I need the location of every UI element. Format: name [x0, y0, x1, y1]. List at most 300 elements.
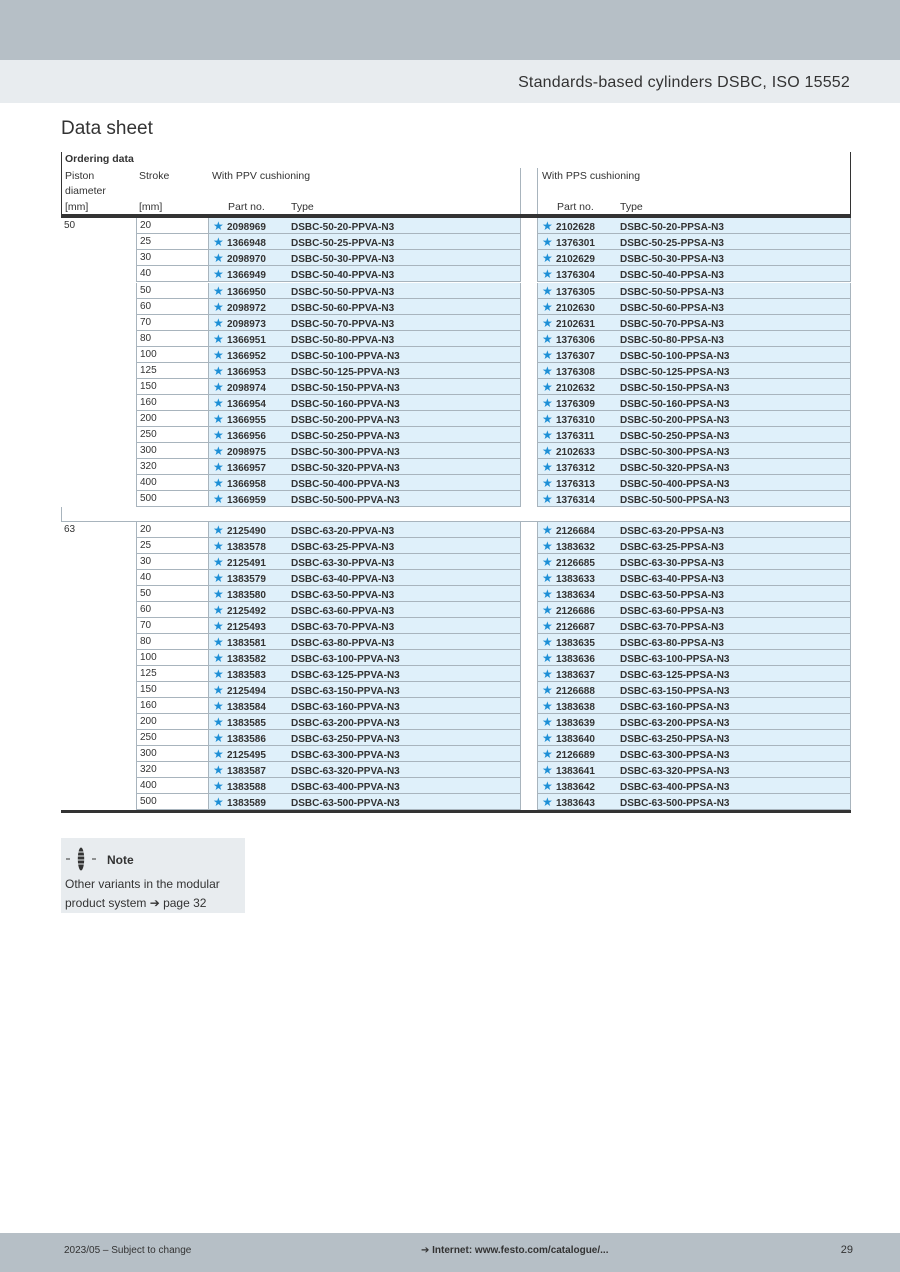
pps-type: DSBC-50-300-PPSA-N3	[620, 446, 730, 458]
ppv-type: DSBC-63-400-PPVA-N3	[291, 781, 400, 793]
table-row	[61, 522, 851, 538]
star-icon: ★	[213, 682, 224, 697]
stroke-cell: 70	[136, 315, 208, 331]
ppv-cell	[208, 794, 520, 810]
pps-type: DSBC-63-200-PPSA-N3	[620, 717, 730, 729]
star-icon: ★	[213, 347, 224, 362]
note-text	[65, 875, 220, 913]
table-row	[61, 363, 851, 379]
table-row	[61, 586, 851, 602]
pps-part-number: 1383636	[556, 653, 595, 665]
piston-diameter-cell	[61, 443, 136, 459]
stroke-cell: 125	[136, 363, 208, 379]
pps-part-number: 2102631	[556, 318, 595, 330]
header-ppv-group: With PPV cushioning	[212, 170, 311, 182]
star-icon: ★	[542, 586, 553, 601]
column-gap	[520, 794, 537, 810]
piston-diameter-cell	[61, 395, 136, 411]
section-title: Data sheet	[61, 118, 153, 139]
stroke-cell: 500	[136, 794, 208, 810]
ppv-part-number: 1383579	[227, 573, 266, 585]
pps-type: DSBC-50-20-PPSA-N3	[620, 221, 724, 233]
column-gap	[520, 778, 537, 794]
table-row	[61, 234, 851, 250]
piston-diameter-cell	[61, 250, 136, 266]
page-number: 29	[840, 1244, 853, 1256]
ppv-part-number: 1383581	[227, 637, 266, 649]
table-row	[61, 379, 851, 395]
piston-diameter-cell	[61, 570, 136, 586]
star-icon: ★	[213, 538, 224, 553]
star-icon: ★	[542, 522, 553, 537]
star-icon: ★	[542, 475, 553, 490]
piston-diameter-cell	[61, 746, 136, 762]
header-ppv-partno: Part no.	[228, 201, 265, 213]
star-icon: ★	[213, 554, 224, 569]
pps-cell	[537, 666, 851, 682]
header-stroke: Stroke	[139, 170, 170, 182]
ppv-type: DSBC-63-200-PPVA-N3	[291, 717, 400, 729]
pps-type: DSBC-50-250-PPSA-N3	[620, 430, 730, 442]
star-icon: ★	[213, 570, 224, 585]
ppv-cell	[208, 650, 520, 666]
pps-cell	[537, 570, 851, 586]
ppv-cell	[208, 634, 520, 650]
pps-part-number: 1376306	[556, 334, 595, 346]
star-icon: ★	[213, 299, 224, 314]
table-row	[61, 570, 851, 586]
ppv-part-number: 1383589	[227, 797, 266, 809]
pps-cell	[537, 730, 851, 746]
pps-type: DSBC-50-70-PPSA-N3	[620, 318, 724, 330]
pps-part-number: 1383632	[556, 541, 595, 553]
stroke-cell: 50	[136, 283, 208, 299]
star-icon: ★	[213, 331, 224, 346]
star-icon: ★	[213, 459, 224, 474]
pps-cell	[537, 491, 851, 507]
column-gap	[520, 218, 537, 234]
ppv-cell	[208, 618, 520, 634]
stroke-cell: 250	[136, 427, 208, 443]
pps-part-number: 1383642	[556, 781, 595, 793]
table-row	[61, 491, 851, 507]
stroke-cell: 20	[136, 522, 208, 538]
star-icon: ★	[213, 411, 224, 426]
stroke-cell: 30	[136, 554, 208, 570]
ppv-cell	[208, 266, 520, 282]
pps-type: DSBC-63-160-PPSA-N3	[620, 701, 730, 713]
pps-part-number: 1376312	[556, 462, 595, 474]
header-diameter: diameter	[65, 185, 106, 197]
table-row	[61, 395, 851, 411]
pps-cell	[537, 331, 851, 347]
pps-cell	[537, 682, 851, 698]
ppv-type: DSBC-50-250-PPVA-N3	[291, 430, 400, 442]
pps-part-number: 2102628	[556, 221, 595, 233]
pps-type: DSBC-63-400-PPSA-N3	[620, 781, 730, 793]
column-gap	[520, 698, 537, 714]
ppv-type: DSBC-63-30-PPVA-N3	[291, 557, 395, 569]
pps-cell	[537, 475, 851, 491]
top-band	[0, 0, 900, 60]
table-row	[61, 283, 851, 299]
star-icon: ★	[542, 746, 553, 761]
stroke-cell: 80	[136, 331, 208, 347]
ppv-part-number: 1366955	[227, 414, 266, 426]
ppv-type: DSBC-50-400-PPVA-N3	[291, 478, 400, 490]
pps-cell	[537, 618, 851, 634]
ppv-type: DSBC-50-70-PPVA-N3	[291, 318, 395, 330]
table-row	[61, 778, 851, 794]
table-row	[61, 475, 851, 491]
star-icon: ★	[213, 714, 224, 729]
header-ppv-type: Type	[291, 201, 314, 213]
pps-type: DSBC-63-40-PPSA-N3	[620, 573, 724, 585]
pps-type: DSBC-63-25-PPSA-N3	[620, 541, 724, 553]
pps-part-number: 1383640	[556, 733, 595, 745]
star-icon: ★	[213, 234, 224, 249]
pps-cell	[537, 762, 851, 778]
star-icon: ★	[542, 379, 553, 394]
stroke-cell: 100	[136, 347, 208, 363]
piston-diameter-cell	[61, 363, 136, 379]
star-icon: ★	[542, 714, 553, 729]
stroke-cell: 25	[136, 234, 208, 250]
pps-part-number: 1376305	[556, 286, 595, 298]
ppv-cell	[208, 698, 520, 714]
ppv-part-number: 1383586	[227, 733, 266, 745]
ppv-cell	[208, 299, 520, 315]
star-icon: ★	[542, 234, 553, 249]
header-piston-unit: [mm]	[65, 201, 89, 213]
pps-type: DSBC-50-150-PPSA-N3	[620, 382, 730, 394]
pps-cell	[537, 443, 851, 459]
star-icon: ★	[213, 762, 224, 777]
ppv-cell	[208, 475, 520, 491]
stroke-cell: 300	[136, 746, 208, 762]
stroke-cell: 160	[136, 698, 208, 714]
column-gap	[520, 443, 537, 459]
pps-part-number: 1383641	[556, 765, 595, 777]
ppv-part-number: 2098972	[227, 302, 266, 314]
column-gap	[520, 602, 537, 618]
pps-type: DSBC-50-40-PPSA-N3	[620, 269, 724, 281]
pps-cell	[537, 411, 851, 427]
ppv-type: DSBC-50-200-PPVA-N3	[291, 414, 400, 426]
pps-part-number: 1376313	[556, 478, 595, 490]
pps-part-number: 2126688	[556, 685, 595, 697]
ppv-type: DSBC-50-150-PPVA-N3	[291, 382, 400, 394]
pps-part-number: 1376304	[556, 269, 595, 281]
pps-type: DSBC-50-320-PPSA-N3	[620, 462, 730, 474]
piston-diameter-cell	[61, 586, 136, 602]
piston-diameter-cell	[61, 618, 136, 634]
ppv-part-number: 2098969	[227, 221, 266, 233]
pps-cell	[537, 395, 851, 411]
column-gap	[520, 682, 537, 698]
pps-cell	[537, 778, 851, 794]
ppv-part-number: 1366957	[227, 462, 266, 474]
star-icon: ★	[213, 266, 224, 281]
pps-type: DSBC-50-125-PPSA-N3	[620, 366, 730, 378]
column-gap	[520, 666, 537, 682]
column-gap	[520, 299, 537, 315]
ppv-cell	[208, 315, 520, 331]
table-row	[61, 266, 851, 282]
piston-diameter-cell: 50	[64, 219, 76, 231]
column-gap	[520, 411, 537, 427]
star-icon: ★	[542, 363, 553, 378]
star-icon: ★	[542, 666, 553, 681]
ppv-cell	[208, 762, 520, 778]
table-row	[61, 218, 851, 234]
pps-type: DSBC-50-25-PPSA-N3	[620, 237, 724, 249]
ppv-type: DSBC-50-30-PPVA-N3	[291, 253, 395, 265]
stroke-cell: 150	[136, 379, 208, 395]
note-heading: Note	[107, 853, 134, 867]
stroke-cell: 20	[136, 218, 208, 234]
stroke-cell: 500	[136, 491, 208, 507]
piston-diameter-cell	[61, 602, 136, 618]
stroke-cell: 30	[136, 250, 208, 266]
pps-cell	[537, 602, 851, 618]
star-icon: ★	[542, 395, 553, 410]
table-row	[61, 459, 851, 475]
table-bottom-rule	[61, 810, 851, 813]
star-icon: ★	[542, 698, 553, 713]
ppv-part-number: 1383583	[227, 669, 266, 681]
pps-cell	[537, 347, 851, 363]
ppv-type: DSBC-63-300-PPVA-N3	[291, 749, 400, 761]
ppv-type: DSBC-63-100-PPVA-N3	[291, 653, 400, 665]
star-icon: ★	[213, 218, 224, 233]
ppv-cell	[208, 363, 520, 379]
pps-part-number: 2126686	[556, 605, 595, 617]
column-gap	[520, 363, 537, 379]
piston-diameter-cell	[61, 714, 136, 730]
column-gap	[520, 570, 537, 586]
ppv-cell	[208, 714, 520, 730]
table-row	[61, 650, 851, 666]
pps-cell	[537, 234, 851, 250]
star-icon: ★	[542, 538, 553, 553]
ppv-part-number: 1383578	[227, 541, 266, 553]
table-caption: Ordering data	[65, 153, 134, 165]
ppv-type: DSBC-63-80-PPVA-N3	[291, 637, 395, 649]
ppv-part-number: 1366948	[227, 237, 266, 249]
pps-type: DSBC-63-80-PPSA-N3	[620, 637, 724, 649]
piston-diameter-cell	[61, 459, 136, 475]
star-icon: ★	[542, 266, 553, 281]
ppv-type: DSBC-63-250-PPVA-N3	[291, 733, 400, 745]
ppv-part-number: 1366952	[227, 350, 266, 362]
pps-cell	[537, 554, 851, 570]
table-row	[61, 554, 851, 570]
table-header	[61, 152, 851, 214]
pps-part-number: 1376308	[556, 366, 595, 378]
star-icon: ★	[542, 331, 553, 346]
star-icon: ★	[542, 682, 553, 697]
header-piston: Piston	[65, 170, 95, 182]
ppv-cell	[208, 379, 520, 395]
stroke-cell: 60	[136, 299, 208, 315]
ppv-type: DSBC-50-60-PPVA-N3	[291, 302, 395, 314]
pps-cell	[537, 650, 851, 666]
pps-type: DSBC-50-500-PPSA-N3	[620, 494, 730, 506]
piston-diameter-cell	[61, 666, 136, 682]
pps-cell	[537, 363, 851, 379]
ppv-part-number: 1366949	[227, 269, 266, 281]
column-gap	[520, 395, 537, 411]
stroke-cell: 300	[136, 443, 208, 459]
piston-diameter-cell	[61, 379, 136, 395]
table-body	[61, 218, 851, 810]
ppv-cell	[208, 283, 520, 299]
star-icon: ★	[213, 618, 224, 633]
ppv-part-number: 2125495	[227, 749, 266, 761]
ppv-part-number: 2098973	[227, 318, 266, 330]
ppv-type: DSBC-50-500-PPVA-N3	[291, 494, 400, 506]
star-icon: ★	[542, 491, 553, 506]
pps-part-number: 2126687	[556, 621, 595, 633]
ppv-part-number: 2098975	[227, 446, 266, 458]
ppv-cell	[208, 602, 520, 618]
ppv-part-number: 1383585	[227, 717, 266, 729]
ppv-cell	[208, 459, 520, 475]
pps-part-number: 1376314	[556, 494, 595, 506]
ppv-cell	[208, 538, 520, 554]
column-gap	[520, 283, 537, 299]
ppv-part-number: 1366958	[227, 478, 266, 490]
table-row	[61, 794, 851, 810]
pps-type: DSBC-63-125-PPSA-N3	[620, 669, 730, 681]
star-icon: ★	[542, 250, 553, 265]
stroke-cell: 160	[136, 395, 208, 411]
ppv-part-number: 1366951	[227, 334, 266, 346]
pps-part-number: 1376307	[556, 350, 595, 362]
piston-diameter-cell	[61, 682, 136, 698]
table-row	[61, 698, 851, 714]
piston-diameter-cell	[61, 299, 136, 315]
ppv-cell	[208, 331, 520, 347]
ppv-type: DSBC-63-20-PPVA-N3	[291, 525, 395, 537]
pps-type: DSBC-63-60-PPSA-N3	[620, 605, 724, 617]
star-icon: ★	[213, 586, 224, 601]
piston-diameter-cell	[61, 427, 136, 443]
piston-diameter-cell: 63	[64, 523, 76, 535]
star-icon: ★	[213, 395, 224, 410]
ppv-cell	[208, 411, 520, 427]
star-icon: ★	[213, 315, 224, 330]
piston-diameter-cell	[61, 778, 136, 794]
table-row	[61, 746, 851, 762]
star-icon: ★	[542, 762, 553, 777]
ppv-type: DSBC-50-300-PPVA-N3	[291, 446, 400, 458]
ppv-part-number: 2125493	[227, 621, 266, 633]
ppv-part-number: 2098974	[227, 382, 266, 394]
star-icon: ★	[542, 411, 553, 426]
column-gap	[520, 746, 537, 762]
star-icon: ★	[213, 522, 224, 537]
table-row	[61, 538, 851, 554]
pps-type: DSBC-50-50-PPSA-N3	[620, 286, 724, 298]
ppv-cell	[208, 570, 520, 586]
pps-cell	[537, 266, 851, 282]
ppv-part-number: 1366959	[227, 494, 266, 506]
pps-cell	[537, 299, 851, 315]
star-icon: ★	[213, 666, 224, 681]
piston-diameter-cell	[61, 315, 136, 331]
ppv-part-number: 2125492	[227, 605, 266, 617]
piston-diameter-cell	[61, 411, 136, 427]
pps-cell	[537, 698, 851, 714]
piston-diameter-cell	[61, 491, 136, 507]
ppv-part-number: 1383587	[227, 765, 266, 777]
star-icon: ★	[213, 363, 224, 378]
table-row	[61, 682, 851, 698]
star-icon: ★	[542, 459, 553, 474]
piston-diameter-cell	[61, 538, 136, 554]
column-gap	[520, 315, 537, 331]
ppv-type: DSBC-63-500-PPVA-N3	[291, 797, 400, 809]
table-row	[61, 762, 851, 778]
stroke-cell: 25	[136, 538, 208, 554]
piston-diameter-cell	[61, 266, 136, 282]
note-line-1: Other variants in the modular	[65, 877, 220, 891]
star-icon: ★	[213, 427, 224, 442]
ppv-type: DSBC-63-150-PPVA-N3	[291, 685, 400, 697]
star-icon: ★	[542, 650, 553, 665]
pps-type: DSBC-50-60-PPSA-N3	[620, 302, 724, 314]
stroke-cell: 80	[136, 634, 208, 650]
stroke-cell: 100	[136, 650, 208, 666]
table-row	[61, 666, 851, 682]
footer-internet-link[interactable]: ➔ Internet: www.festo.com/catalogue/...	[421, 1245, 609, 1256]
pps-part-number: 1383635	[556, 637, 595, 649]
pps-type: DSBC-50-80-PPSA-N3	[620, 334, 724, 346]
ppv-part-number: 1383582	[227, 653, 266, 665]
star-icon: ★	[213, 730, 224, 745]
star-icon: ★	[213, 443, 224, 458]
ppv-type: DSBC-50-100-PPVA-N3	[291, 350, 400, 362]
pps-type: DSBC-63-150-PPSA-N3	[620, 685, 730, 697]
stroke-cell: 400	[136, 778, 208, 794]
pps-cell	[537, 315, 851, 331]
star-icon: ★	[542, 554, 553, 569]
pps-part-number: 2102630	[556, 302, 595, 314]
ppv-part-number: 2098970	[227, 253, 266, 265]
table-row	[61, 730, 851, 746]
stroke-cell: 250	[136, 730, 208, 746]
pps-part-number: 1376311	[556, 430, 595, 442]
stroke-cell: 320	[136, 762, 208, 778]
ppv-type: DSBC-63-70-PPVA-N3	[291, 621, 395, 633]
ppv-cell	[208, 250, 520, 266]
ppv-type: DSBC-63-160-PPVA-N3	[291, 701, 400, 713]
pps-type: DSBC-50-160-PPSA-N3	[620, 398, 730, 410]
table-row	[61, 331, 851, 347]
stroke-cell: 40	[136, 570, 208, 586]
piston-diameter-cell	[61, 554, 136, 570]
ppv-cell	[208, 730, 520, 746]
ppv-cell	[208, 427, 520, 443]
column-gap	[520, 266, 537, 282]
stroke-cell: 200	[136, 411, 208, 427]
star-icon: ★	[542, 299, 553, 314]
ppv-cell	[208, 666, 520, 682]
ppv-part-number: 1366953	[227, 366, 266, 378]
star-icon: ★	[542, 427, 553, 442]
